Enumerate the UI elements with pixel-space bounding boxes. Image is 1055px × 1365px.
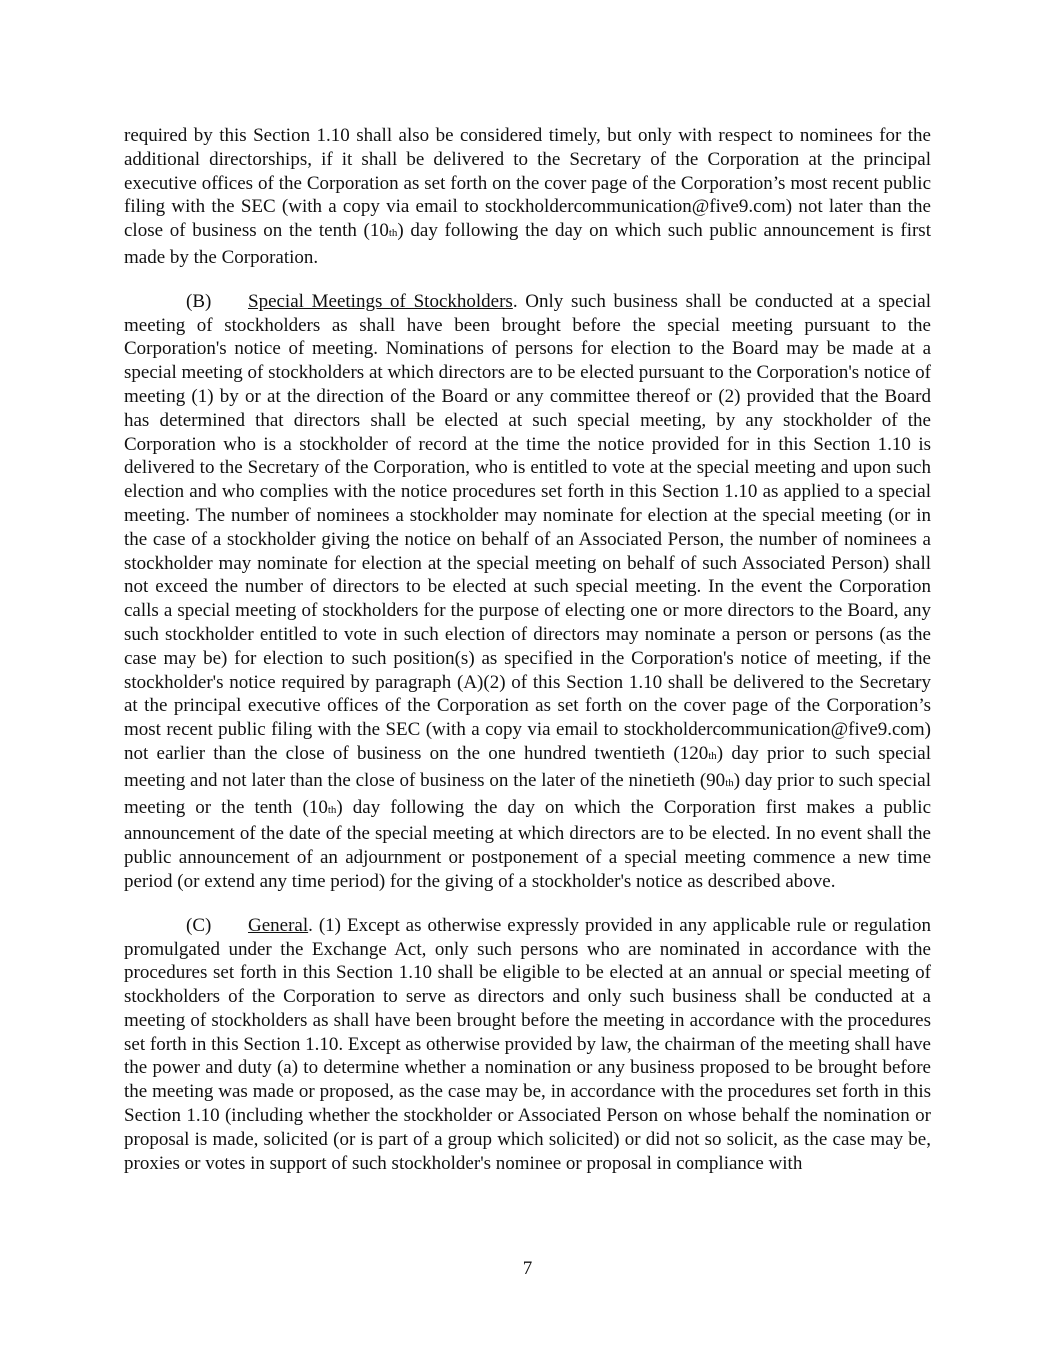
paragraph-a-continuation: required by this Section 1.10 shall also be considered timely, but only with respect to nominees for the additional directorships, if it shall be delivered to the Secretary of the Corporation at the principal executive offices of the Corporation as set forth on the cover page of the Corporation’s most recent public filing with the SEC (with a copy via email to stockholdercommunication@five9.com) not later than the close of business on the tenth (10th) day following the day on which such public announcement is first made by the Corporation. xyxy=(124,125,931,268)
ordinal-suffix: th xyxy=(327,803,337,816)
document-page xyxy=(124,124,931,1175)
section-b-label: (B) xyxy=(186,290,212,312)
ordinal-suffix: th xyxy=(708,749,717,762)
page-number: 7 xyxy=(522,1258,533,1279)
ordinal-suffix: th xyxy=(388,227,398,240)
section-c-label: (C) xyxy=(186,914,212,936)
ordinal-suffix: th xyxy=(725,776,734,789)
section-b-heading: Special Meetings of Stockholders xyxy=(248,290,513,312)
section-c-heading: General xyxy=(248,914,309,936)
section-b-paragraph: (B) Special Meetings of Stockholders. Only such business shall be conducted at a special meeting of stockholders as shall have been brought before the special meeting pursuant to the Corporation's notice of meeting. Nominations of persons for election to the Board may be made at a special meeting of stockholders at which directors are to be elected pursuant to the Corporation's notice of meeting (1) by or at the direction of the Board or any committee thereof or (2) provided that the Board has determined that directors shall be elected at such special meeting, by any stockholder of the Corporation who is a stockholder of record at the time the notice provided for in this Section 1.10 is delivered to the Secretary of the Corporation, who is entitled to vote at the special meeting and upon such election and who complies with the notice procedures set forth in this Section 1.10 as applied to a special meeting. The number of nominees a stockholder may nominate for election at the special meeting (or in the case of a stockholder giving the notice on behalf of an Associated Person, the number of nominees a stockholder may nominate for election at the special meeting on behalf of such Associated Person) shall not exceed the number of directors to be elected at such special meeting. In the event the Corporation calls a special meeting of stockholders for the purpose of electing one or more directors to the Board, any such stockholder entitled to vote in such election of directors may nominate a person or persons (as the case may be) for election to such position(s) as specified in the Corporation's notice of meeting, if the stockholder's notice required by paragraph (A)(2) of this Section 1.10 shall be delivered to the Secretary at the principal executive offices of the Corporation as set forth on the cover page of the Corporation’s most recent public filing with the SEC (with a copy via email to stockholdercommunication@five9.com) not earlier than the close of business on the one hundred twentieth (120th) day prior to such special meeting and not later than the close of business on the later of the ninetieth (90th) day prior to such special meeting or the tenth (10th) day following the day on which the Corporation first makes a public announcement of the date of the special meeting at which directors are to be elected. In no event shall the public announcement of an adjournment or postponement of a special meeting commence a new time period (or extend any time period) for the giving of a stockholder's notice as described above. xyxy=(124,290,931,892)
section-c-paragraph: (C) General. (1) Except as otherwise expressly provided in any applicable rule or regulation promulgated under the Exchange Act, only such persons who are nominated in accordance with the procedures set forth in this Section 1.10 shall be eligible to be elected at an annual or special meeting of stockholders of the Corporation to serve as directors and only such business shall be conducted at a meeting of stockholders as shall have been brought before the meeting in accordance with the procedures set forth in this Section 1.10. Except as otherwise provided by law, the chairman of the meeting shall have the power and duty (a) to determine whether a nomination or any business proposed to be brought before the meeting was made or proposed, as the case may be, in accordance with the procedures set forth in this Section 1.10 (including whether the stockholder or Associated Person on whose behalf the nomination or proposal is made, solicited (or is part of a group which solicited) or did not so solicit, as the case may be, proxies or votes in support of such stockholder's nominee or proposal in compliance with xyxy=(124,914,931,1174)
